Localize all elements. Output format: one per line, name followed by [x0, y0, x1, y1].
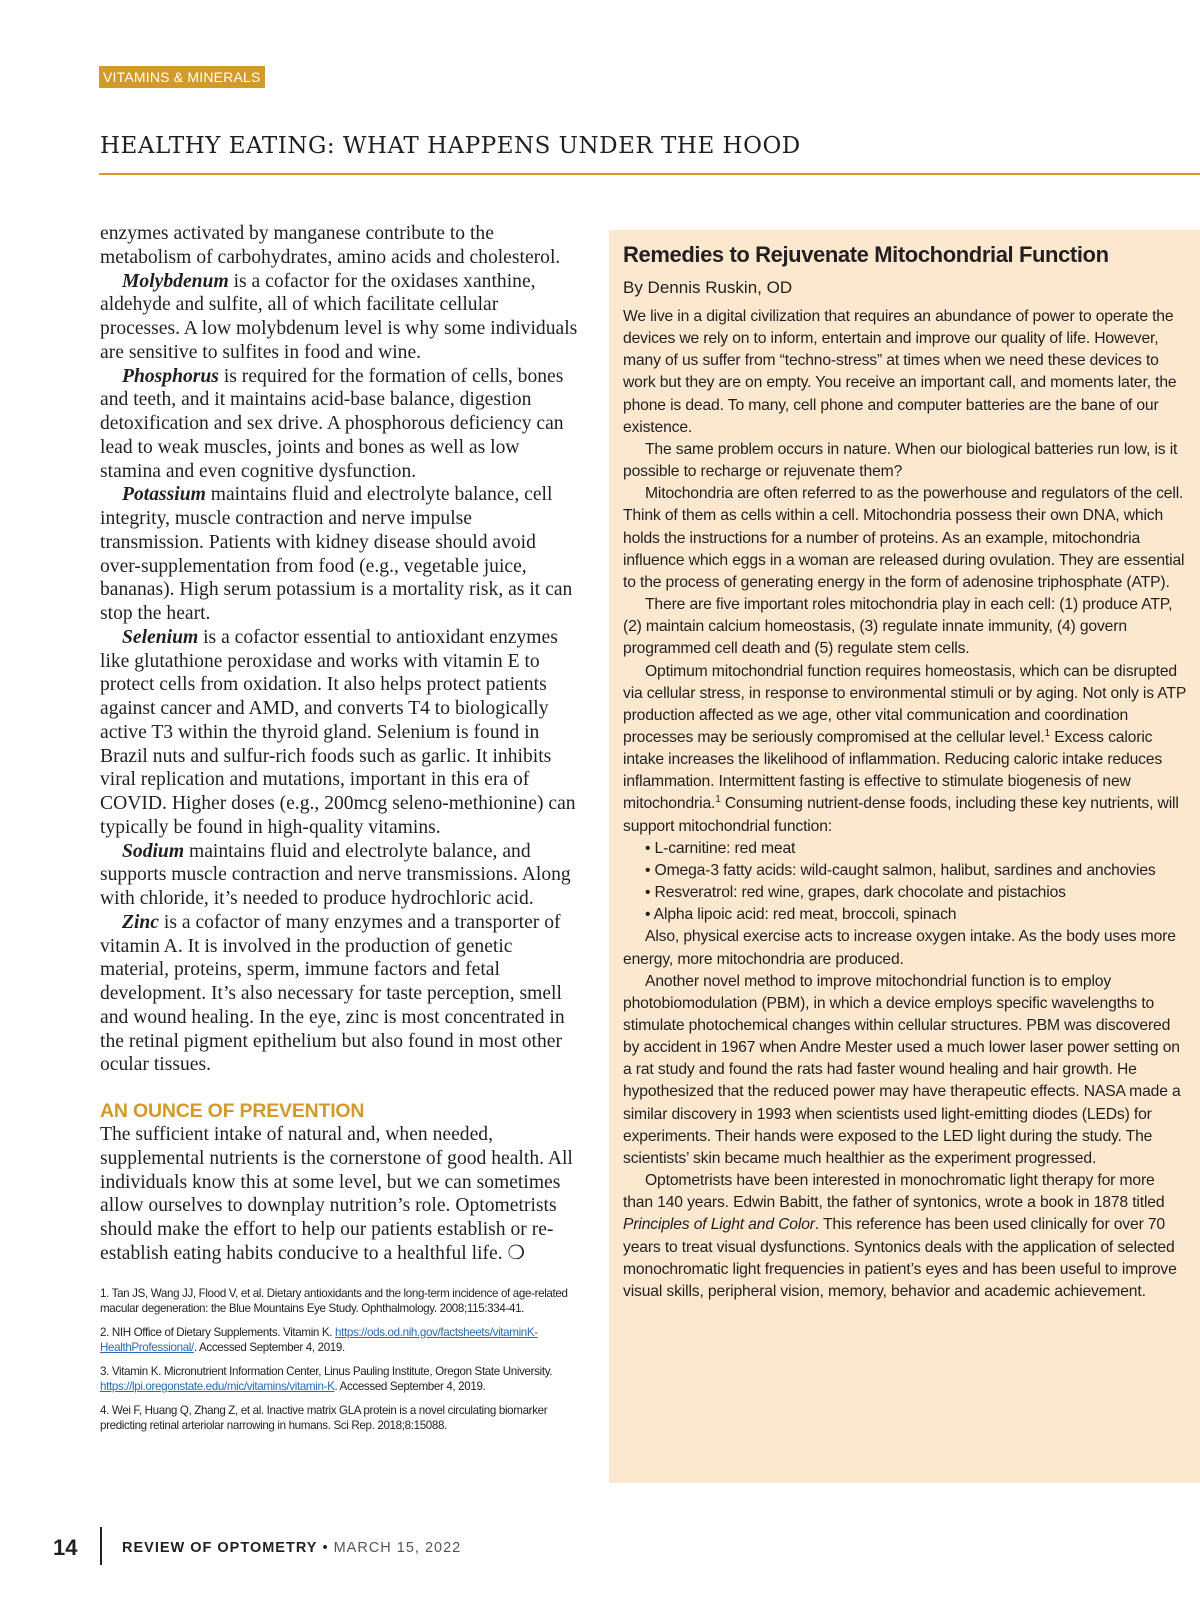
conclusion-paragraph: The sufficient intake of natural and, when needed, supplemental nutrients is the cornerstone of good health. All individuals know this at some level, but we can sometimes allow ourselves to downplay nutrition’s role. Optometrists should make the effort to help our patients establish or re-establish eating habits conducive to a healthful life. ❍ — [100, 1124, 573, 1264]
reference-accessed: . Accessed September 4, 2019. — [193, 1341, 345, 1354]
nutrient-text: is required for the formation of cells, bones and teeth, and it maintains acid-base balance, digestion detoxification and sex drive. A phosphorous deficiency can lead to weak muscles, joints and bones as well as low stamina and even cognitive dysfunction. — [100, 365, 564, 482]
reference-text: 1. Tan JS, Wang JJ, Flood V, et al. Dietary antioxidants and the long-term incidence of age-related macular degeneration: the Blue Mountains Eye Study. Ophthalmology. 2008;115:334-41. — [100, 1286, 568, 1315]
nutrient-name: Zinc — [122, 911, 160, 933]
footer-divider — [100, 1527, 102, 1565]
nutrient-paragraph-phosphorus — [100, 365, 578, 484]
bullet-item: • Alpha lipoic acid: red meat, broccoli, spinach — [645, 906, 957, 924]
nutrient-name: Selenium — [122, 626, 199, 648]
sidebar-text: Optometrists have been interested in monochromatic light therapy for more than 140 years. Edwin Babitt, the father of syntonics, wrote a book in 1878 titled — [623, 1172, 1165, 1212]
left-column — [100, 222, 578, 1442]
reference-link[interactable]: https://ods.od.nih.gov/factsheets/vitaminK-HealthProfessional/ — [100, 1325, 538, 1354]
footer-separator: • — [317, 1540, 334, 1556]
references — [100, 1286, 578, 1434]
bullet-item: • L-carnitine: red meat — [645, 839, 796, 857]
sidebar-paragraph: Mitochondria are often referred to as the powerhouse and regulators of the cell. Think of them as cells within a cell. Mitochondria possess their own DNA, which holds the instructions for a number of proteins. As an example, mitochondria influence which eggs in a woman are released during ovulation. They are essential to the process of generating energy in the form of adenosine triphosphate (ATP). — [623, 485, 1185, 591]
nutrient-text: is a cofactor for the oxidases xanthine, aldehyde and sulfite, all of which facilitate cellular processes. A low molybdenum level is why some individuals are sensitive to sulfites in food and wine. — [100, 270, 578, 363]
nutrient-paragraph-sodium — [100, 840, 578, 911]
nutrient-text: is a cofactor essential to antioxidant enzymes like glutathione peroxidase and works with vitamin E to protect cells from oxidation. It also helps protect patients against cancer and AMD, and converts T4 to biologically active T3 within the thyroid gland. Selenium is found in Brazil nuts and sulfur-rich foods such as garlic. It inhibits viral replication and mutations, important in this era of COVID. Higher doses (e.g., 200mcg seleno-methionine) can typically be found in high-quality vitamins. — [100, 626, 576, 838]
article-headline: HEALTHY EATING: WHAT HAPPENS UNDER THE HOOD — [100, 133, 801, 159]
nutrient-name: Sodium — [122, 840, 185, 862]
footer-publication — [122, 1540, 461, 1556]
nutrient-text: is a cofactor of many enzymes and a transporter of vitamin A. It is involved in the production of genetic material, proteins, sperm, immune factors and fetal development. It’s also necessary for taste perception, smell and wound healing. In the eye, zinc is most concentrated in the retinal pigment epithelium but also found in most other ocular tissues. — [100, 911, 565, 1076]
sidebar-paragraph — [623, 661, 1188, 838]
nutrient-name: Potassium — [122, 484, 206, 506]
publication-name: REVIEW OF OPTOMETRY — [122, 1540, 318, 1556]
nutrient-name: Phosphorus — [122, 365, 219, 387]
section-heading: AN OUNCE OF PREVENTION — [100, 1100, 365, 1122]
reference-text: 4. Wei F, Huang Q, Zhang Z, et al. Inactive matrix GLA protein is a novel circulating biomarker predicting retinal arteriolar narrowing in humans. Sci Rep. 2018;8:15088. — [100, 1403, 548, 1432]
reference-item — [100, 1364, 578, 1395]
reference-text: 3. Vitamin K. Micronutrient Information Center, Linus Pauling Institute, Oregon State University. — [100, 1364, 553, 1378]
nutrient-name: Molybdenum — [122, 270, 229, 292]
reference-item — [100, 1403, 578, 1434]
citation-marker: 1 — [715, 794, 721, 806]
sidebar-paragraph — [623, 1170, 1188, 1303]
intro-paragraph: enzymes activated by manganese contribute to the metabolism of carbohydrates, amino acids and cholesterol. — [100, 223, 561, 268]
page-number: 14 — [53, 1535, 78, 1560]
bullet-item: • Resveratrol: red wine, grapes, dark chocolate and pistachios — [645, 884, 1066, 902]
nutrient-paragraph-selenium — [100, 626, 578, 840]
reference-item — [100, 1325, 578, 1356]
sidebar-text: . This reference has been used clinically for over 70 years to treat visual dysfunctions. Syntonics deals with the application of selected monochromatic light frequencies in patient’s eyes and has been useful to improve visual skills, peripheral vision, memory, behavior and academic achievement. — [623, 1216, 1177, 1300]
sidebar-paragraph: Also, physical exercise acts to increase oxygen intake. As the body uses more energy, more mitochondria are produced. — [623, 928, 1176, 968]
nutrient-paragraph-potassium — [100, 483, 578, 626]
sidebar-text: Excess caloric intake increases the likelihood of inflammation. Reducing caloric intake reduces inflammation. Intermittent fasting is effective to stimulate biogenesis of new mitochondria. — [623, 728, 1163, 813]
issue-date: MARCH 15, 2022 — [333, 1540, 462, 1556]
nutrient-paragraph-molybdenum — [100, 270, 578, 365]
reference-accessed: . Accessed September 4, 2019. — [334, 1380, 486, 1393]
header-rule — [99, 173, 1200, 175]
sidebar-paragraph: There are five important roles mitochondria play in each cell: (1) produce ATP, (2) maintain calcium homeostasis, (3) regulate innate immunity, (4) govern programmed cell death and (5) regulate stem cells. — [623, 596, 1173, 658]
sidebar-body — [623, 306, 1188, 1303]
reference-text: 2. NIH Office of Dietary Supplements. Vitamin K. — [100, 1325, 336, 1339]
sidebar-text: Consuming nutrient-dense foods, including these key nutrients, will support mitochondrial function: — [623, 795, 1179, 835]
reference-item — [100, 1286, 578, 1317]
nutrient-text: maintains fluid and electrolyte balance, and supports muscle contraction and nerve transmissions. Along with chloride, it’s needed to produce hydrochloric acid. — [100, 840, 571, 909]
sidebar-paragraph: Another novel method to improve mitochondrial function is to employ photobiomodulation (PBM), in which a device employs specific wavelengths to stimulate photochemical changes within cellular structures. PBM was discovered by accident in 1967 when Andre Mester used a much lower laser power setting on a rat study and found the rats had faster wound healing and hair growth. He hypothesized that the reduced power may have therapeutic effects. NASA made a similar discovery in 1993 when scientists used light-emitting diodes (LEDs) for experiments. Their hands were exposed to the LED light during the study. The scientists’ skin became much healthier as the experiment progressed. — [623, 972, 1181, 1167]
section-tag: VITAMINS & MINERALS — [99, 66, 265, 88]
sidebar-byline: By Dennis Ruskin, OD — [623, 278, 793, 297]
book-title: Principles of Light and Color — [623, 1216, 815, 1234]
sidebar-title: Remedies to Rejuvenate Mitochondrial Function — [623, 242, 1109, 267]
nutrient-paragraph-zinc — [100, 911, 578, 1077]
sidebar-paragraph: We live in a digital civilization that requires an abundance of power to operate the devices we rely on to inform, entertain and improve our quality of life. However, many of us suffer from “techno-stress” at times when we need these devices to work but they are on empty. You receive an important call, and moments later, the phone is dead. To many, cell phone and computer batteries are the bane of our existence. — [623, 308, 1177, 436]
bullet-item: • Omega-3 fatty acids: wild-caught salmon, halibut, sardines and anchovies — [645, 861, 1156, 879]
citation-marker: 1 — [1044, 727, 1050, 739]
nutrient-text: maintains fluid and electrolyte balance, cell integrity, muscle contraction and nerve impulse transmission. Patients with kidney disease should avoid over-supplementation from food (e.g., vegetable juice, bananas). High serum potassium is a mortality risk, as it can stop the heart. — [100, 484, 573, 624]
reference-link[interactable]: https://lpi.oregonstate.edu/mic/vitamins/vitamin-K — [100, 1380, 335, 1393]
sidebar-box — [609, 230, 1200, 1483]
sidebar-text: Optimum mitochondrial function requires homeostasis, which can be disrupted via cellular stress, in response to environmental stimuli or by aging. Not only is ATP production affected as we age, other vital communication and coordination processes may be seriously compromised at the cellular level. — [623, 662, 1186, 746]
sidebar-paragraph: The same problem occurs in nature. When our biological batteries run low, is it possible to recharge or rejuvenate them? — [623, 440, 1178, 481]
